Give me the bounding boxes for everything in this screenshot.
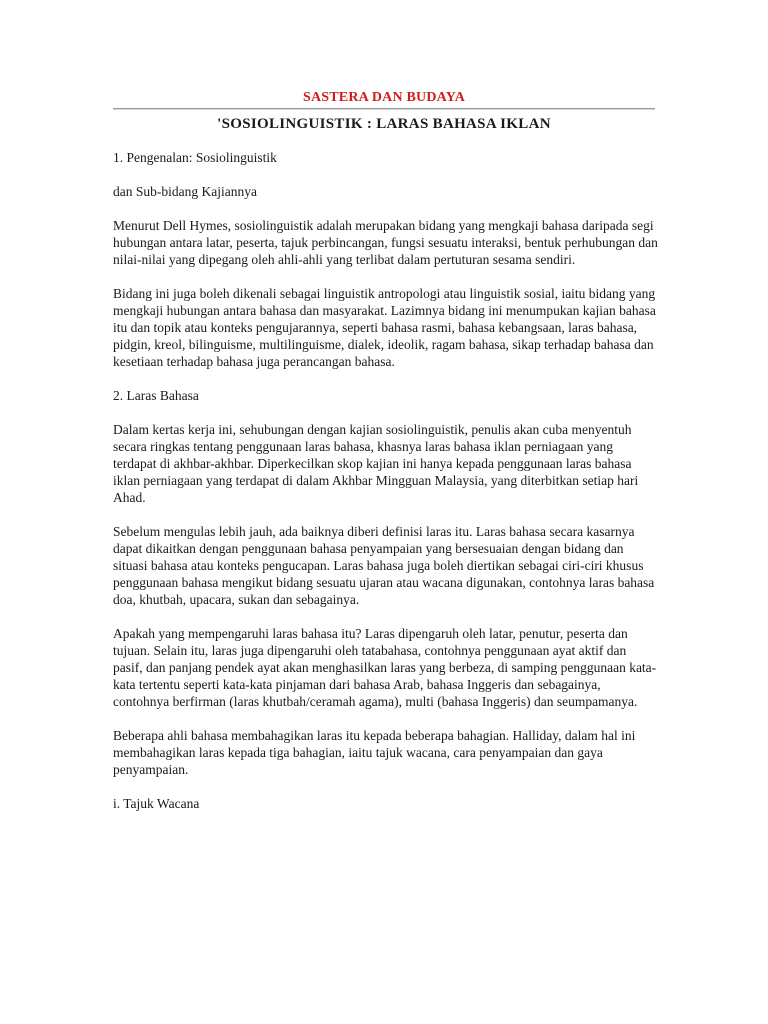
heading-tajuk-wacana: i. Tajuk Wacana: [113, 796, 200, 811]
document-header: [113, 88, 655, 134]
paragraph-definisi-laras: Sebelum mengulas lebih jauh, ada baiknya diberi definisi laras itu. Laras bahasa secara kasarnya dapat dikaitkan dengan penggunaan bahasa penyampaian yang bersesuaian dengan bidang dan situasi bahasa atau konteks pengucapan. Laras bahasa juga boleh diertikan sebagai ciri-ciri khusus penggunaan bahasa mengikut bidang sesuatu ujaran atau wacana digunakan, contohnya laras bahasa doa, khutbah, upacara, sukan dan sebagainya.: [113, 524, 655, 607]
paragraph-bidang-ini: Bidang ini juga boleh dikenali sebagai linguistik antropologi atau linguistik sosial, iaitu bidang yang mengkaji hubungan antara bahasa dan masyarakat. Lazimnya bidang ini menumpukan kajian bahasa itu dan topik atau konteks pengujarannya, seperti bahasa rasmi, bahasa kebangsaan, laras bahasa, pidgin, kreol, bilinguisme, multilinguisme, dialek, ideolik, ragam bahasa, sikap terhadap bahasa dan kesetiaan terhadap bahasa juga perancangan bahasa.: [113, 286, 656, 369]
section-label: SASTERA DAN BUDAYA: [302, 90, 466, 105]
paragraph-pengaruh-laras: Apakah yang mempengaruhi laras bahasa itu? Laras dipengaruh oleh latar, penutur, peserta dan tujuan. Selain itu, laras juga dipengaruhi oleh tatabahasa, contohnya penggunaan ayat aktif dan pasif, dan panjang pendek ayat akan menghasilkan laras yang berbeza, di samping penggunaan kata-kata tertentu seperti kata-kata pinjaman dari bahasa Arab, bahasa Inggeris dan sebagainya, contohnya berfirman (laras khutbah/ceramah agama), multi (bahasa Inggeris) dan seumpamanya.: [113, 626, 657, 709]
header-divider: [113, 108, 655, 110]
paragraph-dell-hymes: Menurut Dell Hymes, sosiolinguistik adalah merupakan bidang yang mengkaji bahasa daripada segi hubungan antara latar, peserta, tajuk perbincangan, fungsi sesuatu interaksi, bentuk perhubungan dan nilai-nilai yang dipegang oleh ahli-ahli yang terlibat dalam pertuturan sesama sendiri.: [113, 218, 658, 267]
subheading-sub-bidang: dan Sub-bidang Kajiannya: [113, 184, 257, 199]
paragraph-halliday: Beberapa ahli bahasa membahagikan laras itu kepada beberapa bahagian. Halliday, dalam hal ini membahagikan laras kepada tiga bahagian, iaitu tajuk wacana, cara penyampaian dan gaya penyampaian.: [113, 728, 636, 777]
heading-laras-bahasa: 2. Laras Bahasa: [113, 388, 199, 403]
document-body: [113, 149, 658, 829]
document-title: 'SOSIOLINGUISTIK : LARAS BAHASA IKLAN: [217, 116, 551, 132]
heading-pengenalan: 1. Pengenalan: Sosiolinguistik: [113, 150, 277, 165]
paragraph-kertas-kerja: Dalam kertas kerja ini, sehubungan dengan kajian sosiolinguistik, penulis akan cuba menyentuh secara ringkas tentang penggunaan laras bahasa, khasnya laras bahasa iklan perniagaan yang terdapat di akhbar-akhbar. Diperkecilkan skop kajian ini hanya kepada penggunaan laras bahasa iklan perniagaan yang terdapat di dalam Akhbar Mingguan Malaysia, yang diterbitkan setiap hari Ahad.: [113, 422, 639, 505]
